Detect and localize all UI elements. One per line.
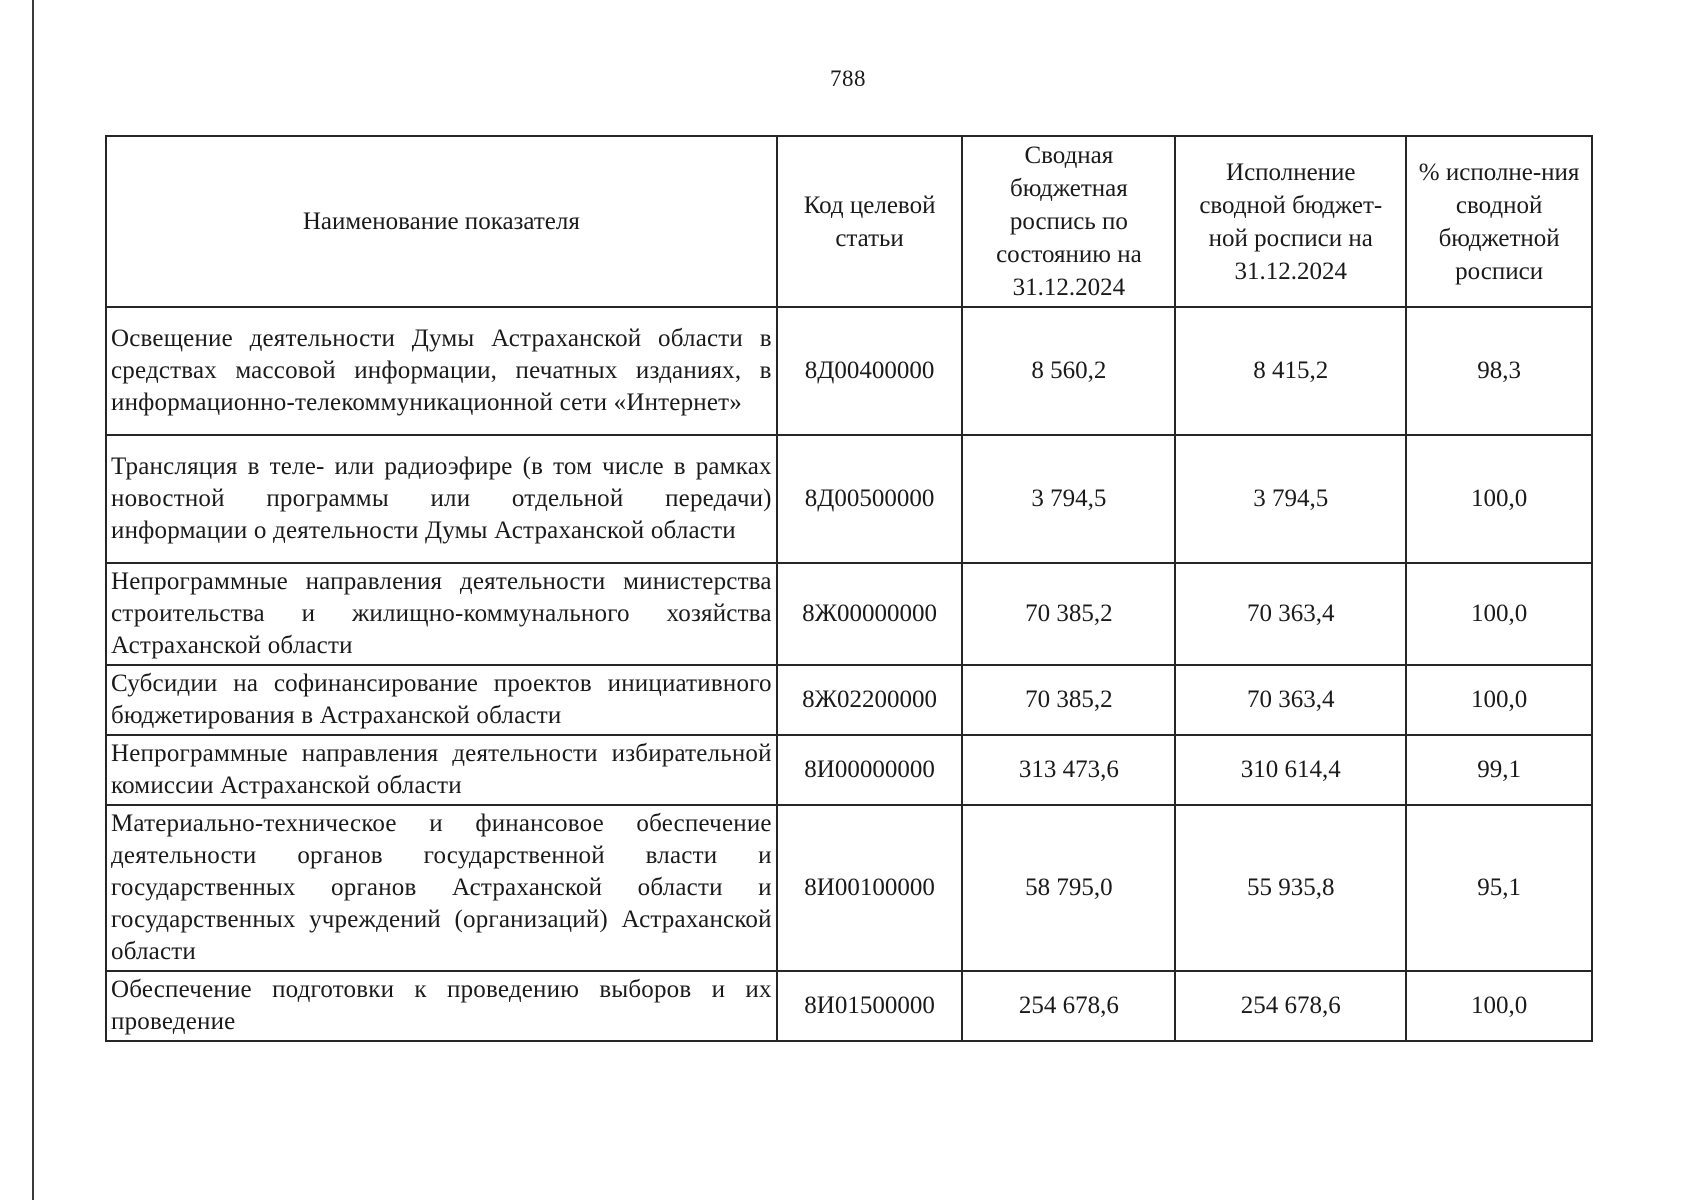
table-row [106,665,1592,735]
row-pct: 100,0 [1406,665,1592,735]
table-header [106,136,1592,307]
row-plan: 313 473,6 [962,735,1175,805]
row-pct: 95,1 [1406,805,1592,971]
row-name: Субсидии на софинансирование проектов инициативного бюджетирования в Астраханской области [106,665,777,735]
row-name: Непрограммные направления деятельности избирательной комиссии Астраханской области [106,735,777,805]
row-name: Обеспечение подготовки к проведению выборов и их проведение [106,971,777,1041]
row-pct: 100,0 [1406,563,1592,665]
table-row [106,735,1592,805]
row-plan: 3 794,5 [962,435,1175,563]
budget-table [105,135,1593,1042]
row-exec: 8 415,2 [1175,307,1406,435]
row-plan: 70 385,2 [962,665,1175,735]
header-plan: Сводная бюджетная роспись по состоянию на 31.12.2024 [962,136,1175,307]
row-pct: 98,3 [1406,307,1592,435]
row-plan: 254 678,6 [962,971,1175,1041]
header-pct: % исполне-ния сводной бюджетной росписи [1406,136,1592,307]
row-pct: 100,0 [1406,971,1592,1041]
page-margin-line [32,0,34,1200]
row-code: 8Ж00000000 [777,563,963,665]
row-plan: 8 560,2 [962,307,1175,435]
row-code: 8Ж02200000 [777,665,963,735]
row-code: 8И01500000 [777,971,963,1041]
page-number: 788 [830,66,866,91]
table-row [106,971,1592,1041]
row-code: 8И00100000 [777,805,963,971]
row-plan: 58 795,0 [962,805,1175,971]
row-exec: 55 935,8 [1175,805,1406,971]
table-row [106,307,1592,435]
header-row [106,136,1592,307]
table-row [106,805,1592,971]
header-code: Код целевой статьи [777,136,963,307]
table-body [106,307,1592,1041]
row-name: Трансляция в теле- или радиоэфире (в том числе в рамках новостной программы или отдельной передачи) информации о деятельности Думы Астраханской области [106,435,777,563]
row-plan: 70 385,2 [962,563,1175,665]
header-exec: Исполнение сводной бюджет-ной росписи на 31.12.2024 [1175,136,1406,307]
header-name: Наименование показателя [106,136,777,307]
row-exec: 70 363,4 [1175,563,1406,665]
table-row [106,563,1592,665]
row-code: 8И00000000 [777,735,963,805]
row-exec: 310 614,4 [1175,735,1406,805]
row-code: 8Д00500000 [777,435,963,563]
row-code: 8Д00400000 [777,307,963,435]
row-pct: 99,1 [1406,735,1592,805]
row-name: Материально-техническое и финансовое обеспечение деятельности органов государственной власти и государственных органов Астраханской области и государственных учреждений (организаций) Астраханской области [106,805,777,971]
row-exec: 3 794,5 [1175,435,1406,563]
row-exec: 254 678,6 [1175,971,1406,1041]
row-exec: 70 363,4 [1175,665,1406,735]
row-name: Освещение деятельности Думы Астраханской области в средствах массовой информации, печатных изданиях, в информационно-телекоммуникационной сети «Интернет» [106,307,777,435]
row-pct: 100,0 [1406,435,1592,563]
table-row [106,435,1592,563]
row-name: Непрограммные направления деятельности министерства строительства и жилищно-коммунального хозяйства Астраханской области [106,563,777,665]
